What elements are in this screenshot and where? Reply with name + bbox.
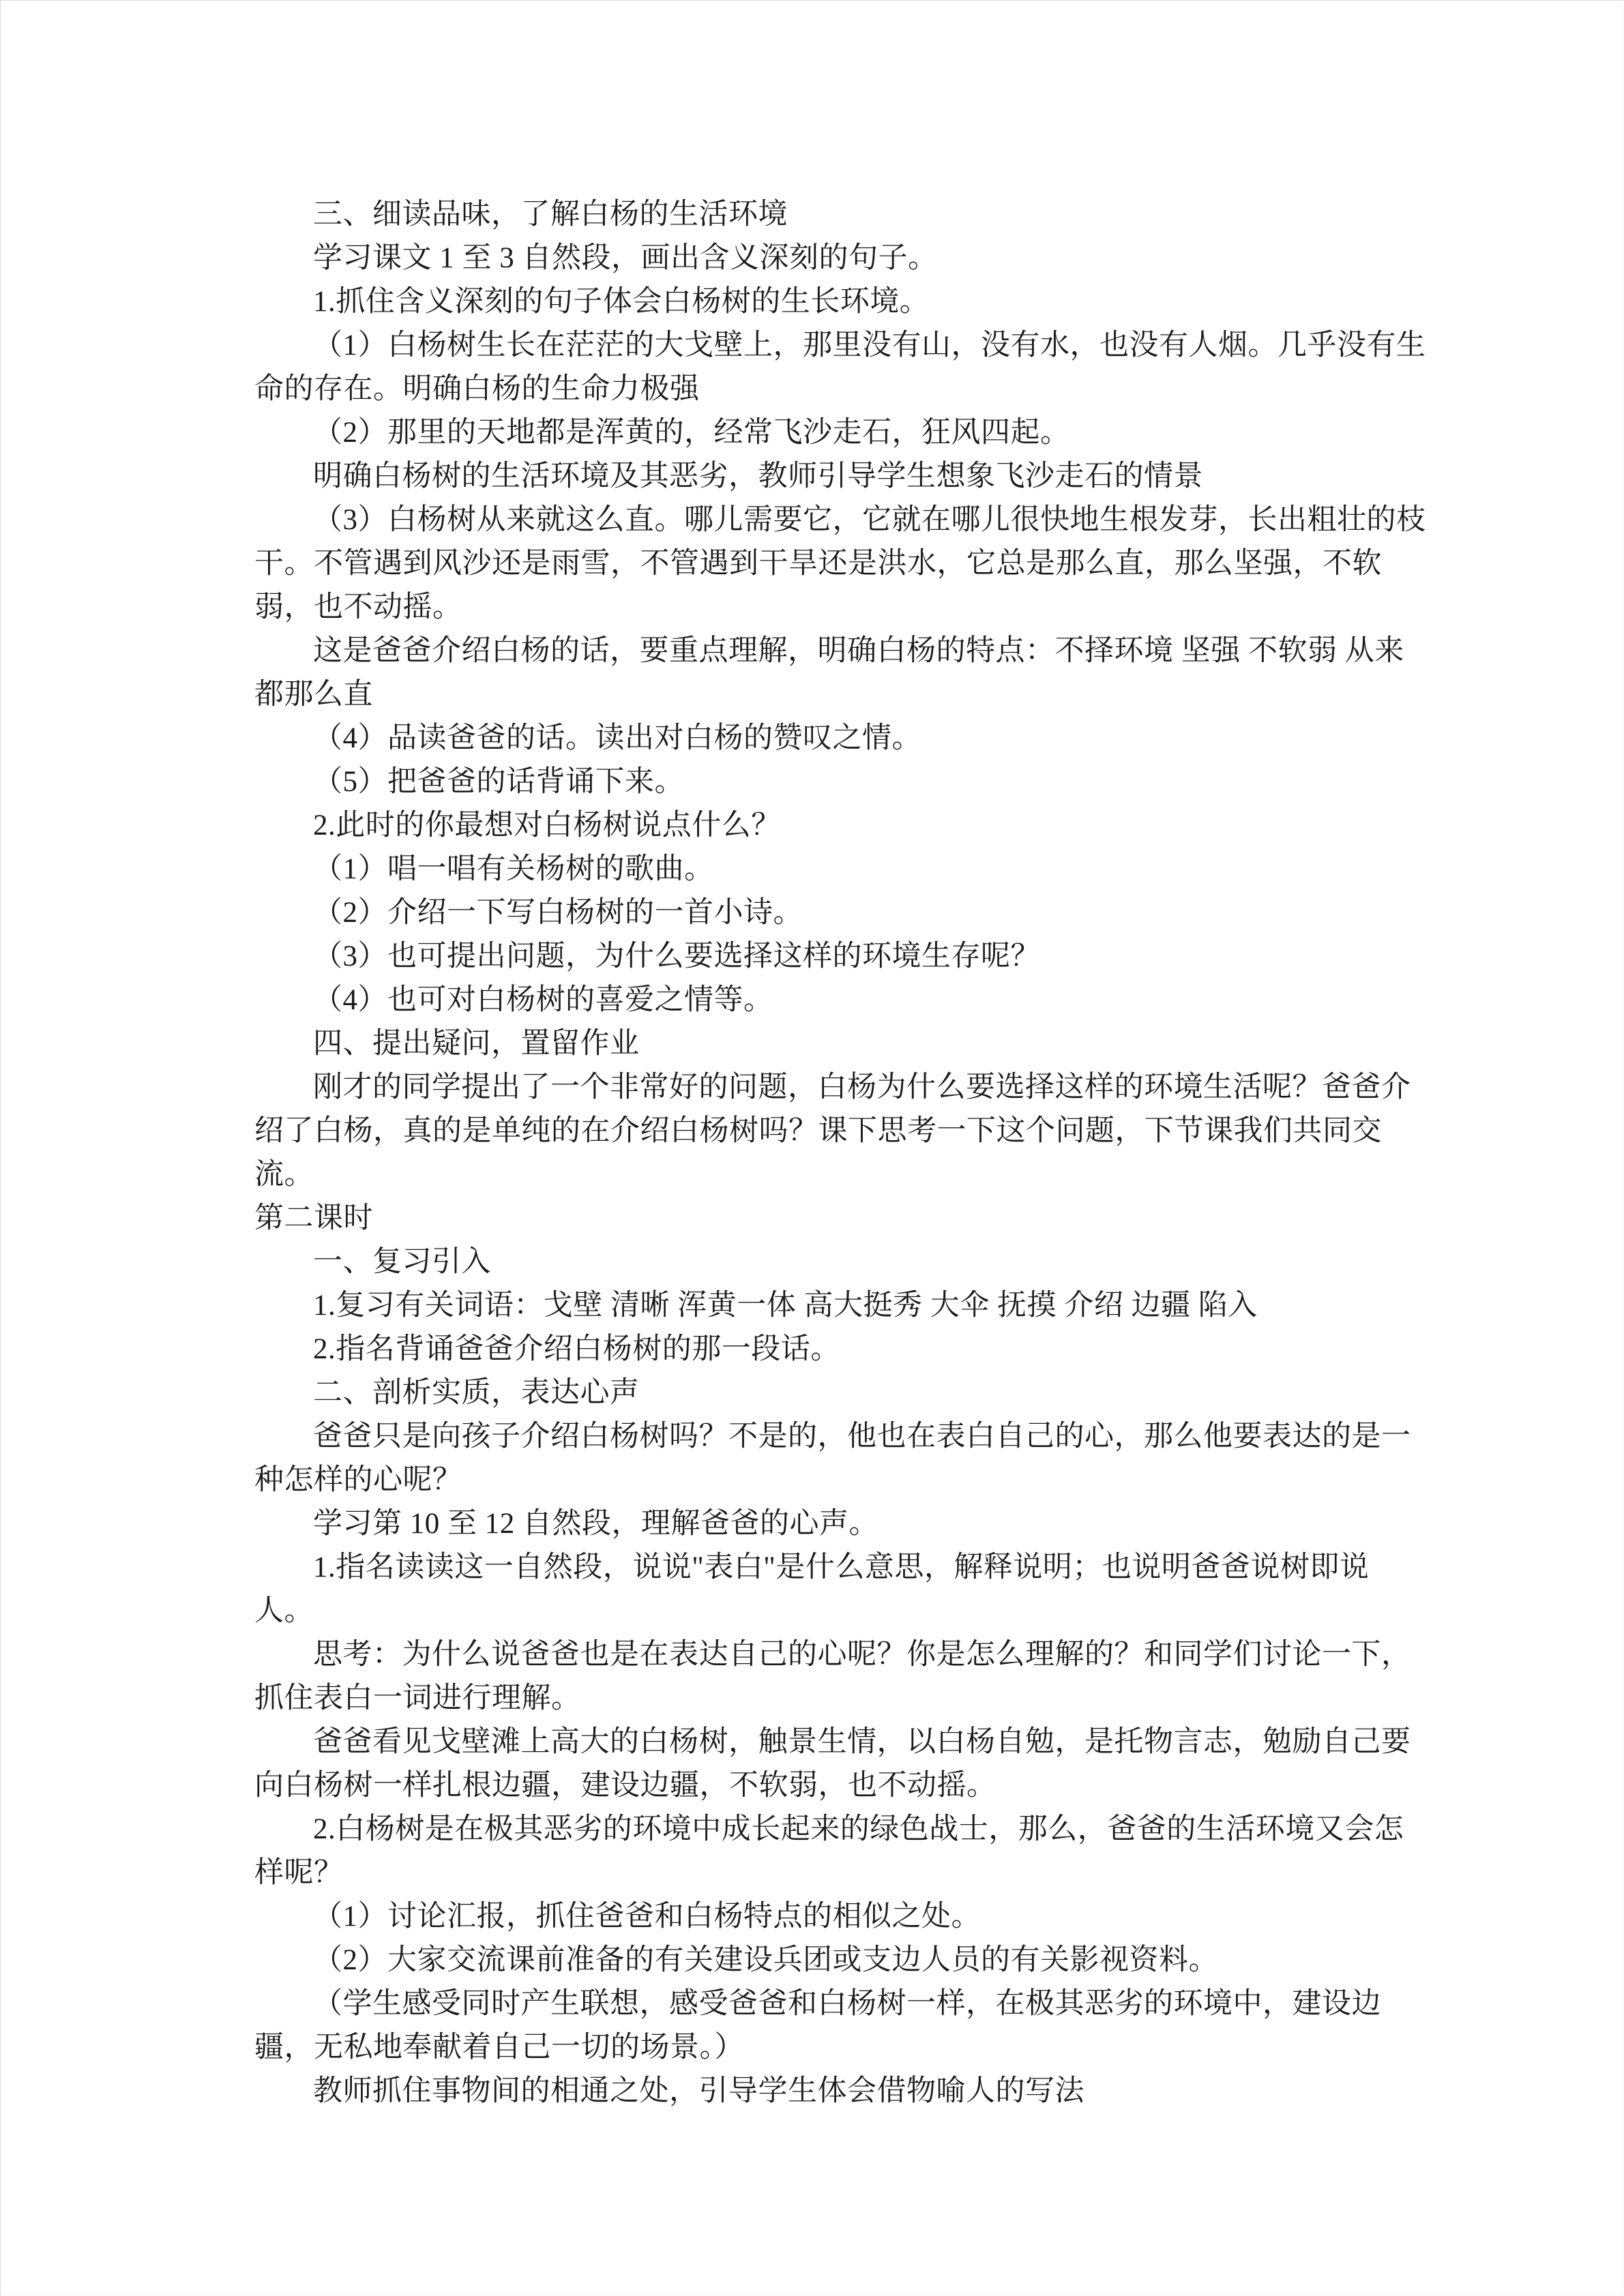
text-line: 2.指名背诵爸爸介绍白杨树的那一段话。 (313, 1333, 840, 1365)
text-line: 爸爸只是向孩子介绍白杨树吗？不是的，他也在表白自己的心，那么他要表达的是一 (313, 1420, 1411, 1452)
text-line: 向白杨树一样扎根边疆，建设边疆，不软弱，也不动摇。 (254, 1770, 996, 1802)
text-line: 1.抓住含义深刻的句子体会白杨树的生长环境。 (313, 286, 930, 318)
text-line: 绍了白杨，真的是单纯的在介绍白杨树吗？课下思考一下这个问题，下节课我们共同交 (254, 1115, 1382, 1147)
text-line: 二、剖析实质，表达心声 (313, 1377, 640, 1409)
text-line: （2）那里的天地都是浑黄的，经常飞沙走石，狂风四起。 (313, 417, 1070, 449)
text-line: 学习第 10 至 12 自然段，理解爸爸的心声。 (313, 1508, 879, 1540)
text-line: 1.指名读读这一自然段，说说"表白"是什么意思，解释说明；也说明爸爸说树即说 (313, 1551, 1370, 1583)
text-line: 弱，也不动摇。 (254, 591, 462, 623)
text-line: （1）讨论汇报，抓住爸爸和白杨特点的相似之处。 (313, 1900, 981, 1933)
text-line: 疆，无私地奉献着自己一切的场景。） (254, 2031, 744, 2063)
text-line: 种怎样的心呢？ (254, 1464, 462, 1496)
text-line: 四、提出疑问，置留作业 (313, 1028, 640, 1060)
text-line: （1）白杨树生长在茫茫的大戈壁上，那里没有山，没有水，也没有人烟。几乎没有生 (313, 329, 1426, 361)
text-line: （4）也可对白杨树的喜爱之情等。 (313, 984, 773, 1016)
text-line: 样呢？ (254, 1857, 344, 1889)
text-line: 人。 (254, 1595, 314, 1627)
text-line: 刚才的同学提出了一个非常好的问题，白杨为什么要选择这样的环境生活呢？爸爸介 (313, 1071, 1411, 1103)
text-line: 1.复习有关词语：戈壁 清晰 浑黄一体 高大挺秀 大伞 抚摸 介绍 边疆 陷入 (313, 1289, 1258, 1322)
text-line: 三、细读品味，了解白杨的生活环境 (313, 198, 788, 230)
text-line: 明确白杨树的生活环境及其恶劣，教师引导学生想象飞沙走石的情景 (313, 460, 1203, 492)
text-line: 命的存在。明确白杨的生命力极强 (254, 373, 700, 405)
text-line: 干。不管遇到风沙还是雨雪，不管遇到干旱还是洪水，它总是那么直，那么坚强，不软 (254, 548, 1382, 580)
lesson-plan-text (254, 193, 1426, 2113)
text-line: 都那么直 (254, 679, 373, 711)
text-line: （1）唱一唱有关杨树的歌曲。 (313, 853, 714, 885)
text-line: （学生感受同时产生联想，感受爸爸和白杨树一样，在极其恶劣的环境中，建设边 (313, 1988, 1381, 2020)
text-line: （2）介绍一下写白杨树的一首小诗。 (313, 897, 803, 929)
text-line: 教师抓住事物间的相通之处，引导学生体会借物喻人的写法 (313, 2075, 1084, 2107)
text-line: 这是爸爸介绍白杨的话，要重点理解，明确白杨的特点：不择环境 坚强 不软弱 从来 (313, 635, 1404, 667)
text-line: 2.此时的你最想对白杨树说点什么？ (313, 809, 781, 841)
text-line: （3）也可提出问题，为什么要选择这样的环境生存呢？ (313, 940, 1040, 972)
text-line: 爸爸看见戈壁滩上高大的白杨树，触景生情，以白杨自勉，是托物言志，勉励自己要 (313, 1726, 1411, 1758)
text-line: （2）大家交流课前准备的有关建设兵团或支边人员的有关影视资料。 (313, 1944, 1218, 1976)
text-line: 第二课时 (254, 1202, 373, 1234)
text-line: 思考：为什么说爸爸也是在表达自己的心呢？你是怎么理解的？和同学们讨论一下， (313, 1639, 1411, 1671)
text-line: （5）把爸爸的话背诵下来。 (313, 766, 684, 798)
text-line: 学习课文 1 至 3 自然段，画出含义深刻的句子。 (313, 242, 938, 274)
text-line: 流。 (254, 1159, 314, 1191)
text-line: 2.白杨树是在极其恶劣的环境中成长起来的绿色战士，那么，爸爸的生活环境又会怎 (313, 1813, 1404, 1845)
text-line: 一、复习引入 (313, 1246, 491, 1278)
text-line: （3）白杨树从来就这么直。哪儿需要它，它就在哪儿很快地生根发芽，长出粗壮的枝 (313, 504, 1426, 536)
text-line: （4）品读爸爸的话。读出对白杨的赞叹之情。 (313, 722, 921, 754)
text-line: 抓住表白一词进行理解。 (254, 1682, 581, 1714)
